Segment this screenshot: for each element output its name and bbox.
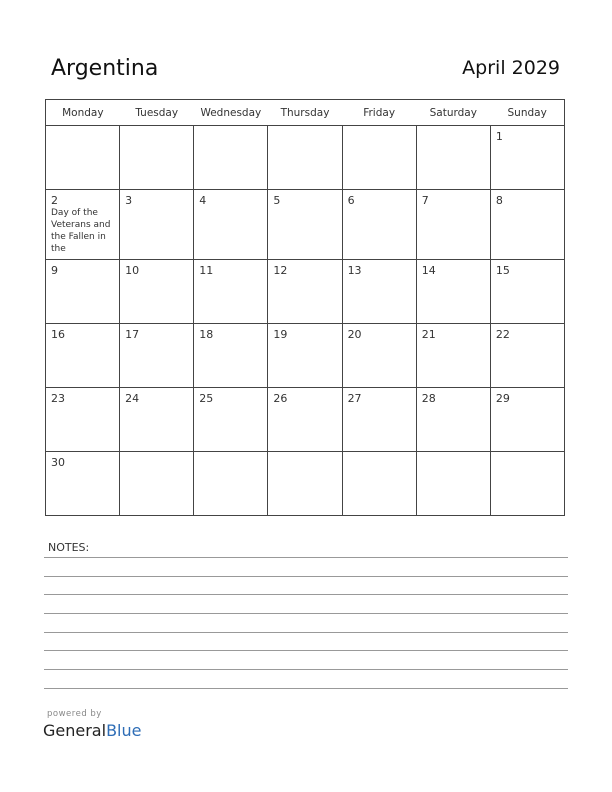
day-cell [268,190,342,260]
day-number: 22 [495,328,510,341]
day-number: 21 [421,328,436,341]
day-number: 25 [199,392,214,405]
weekday-friday: Friday [342,100,416,126]
day-cell [120,452,194,516]
weekday-tuesday: Tuesday [120,100,194,126]
day-number: 3 [125,194,133,207]
brand-blue: Blue [106,721,142,740]
day-cell [342,452,416,516]
note-line [44,650,568,651]
day-number: 20 [347,328,362,341]
day-number: 13 [347,264,362,277]
day-cell [194,260,268,324]
day-cell [194,452,268,516]
week-row [46,388,565,452]
day-cell [194,324,268,388]
day-cell [46,126,120,190]
day-number: 16 [51,328,65,341]
weekday-saturday: Saturday [416,100,490,126]
day-cell [342,388,416,452]
note-line [44,688,568,689]
weekday-monday: Monday [46,100,120,126]
holiday-label: Day of the Veterans and the Fallen in the [51,208,111,254]
day-cell [342,260,416,324]
day-cell [46,190,120,260]
day-number: 29 [495,392,510,405]
calendar-grid [45,99,565,516]
day-number: 23 [51,392,65,405]
day-cell [194,190,268,260]
day-cell [268,452,342,516]
day-cell [342,126,416,190]
day-cell [120,324,194,388]
day-cell [120,260,194,324]
day-number: 28 [421,392,436,405]
day-number: 5 [273,194,281,207]
day-cell [490,126,564,190]
day-cell [490,388,564,452]
day-number: 2 [51,194,58,207]
day-cell [194,126,268,190]
week-row [46,324,565,388]
day-cell [416,126,490,190]
weekday-header-row [46,100,565,126]
note-line [44,669,568,670]
weekday-sunday: Sunday [490,100,564,126]
day-cell [416,388,490,452]
day-cell [46,324,120,388]
day-number: 12 [273,264,288,277]
weekday-thursday: Thursday [268,100,342,126]
day-cell [342,324,416,388]
day-cell [46,452,120,516]
day-number: 7 [421,194,429,207]
day-number: 17 [125,328,140,341]
day-number: 14 [421,264,436,277]
day-cell [490,452,564,516]
day-cell [268,260,342,324]
day-cell [46,388,120,452]
powered-by-text: powered by [47,709,102,719]
day-cell [490,260,564,324]
brand-general: General [43,721,107,740]
month-year-title: April 2029 [462,57,560,79]
note-line [44,557,568,558]
day-cell [416,260,490,324]
day-cell [416,452,490,516]
day-cell [194,388,268,452]
day-number: 8 [495,194,503,207]
day-cell [268,324,342,388]
day-cell [268,126,342,190]
note-line [44,576,568,577]
day-number: 18 [199,328,214,341]
note-line [44,613,568,614]
day-number: 19 [273,328,288,341]
week-row [46,126,565,190]
day-number: 11 [199,264,214,277]
day-number: 27 [347,392,362,405]
day-cell [120,190,194,260]
notes-label: NOTES: [48,541,90,554]
day-number: 15 [495,264,510,277]
day-number: 26 [273,392,288,405]
day-number: 4 [199,194,207,207]
day-cell [268,388,342,452]
day-number: 30 [51,456,65,469]
day-cell [120,388,194,452]
country-title: Argentina [51,56,159,81]
day-cell [490,324,564,388]
generalblue-logo[interactable] [43,721,141,740]
day-number: 10 [125,264,140,277]
week-row [46,190,565,260]
day-cell [490,190,564,260]
week-row [46,260,565,324]
day-number: 24 [125,392,140,405]
day-number: 1 [495,130,503,143]
day-cell [416,324,490,388]
day-number: 6 [347,194,355,207]
day-cell [46,260,120,324]
day-cell [342,190,416,260]
note-line [44,594,568,595]
day-cell [416,190,490,260]
weekday-wednesday: Wednesday [194,100,268,126]
day-number: 9 [51,264,58,277]
week-row [46,452,565,516]
day-cell [120,126,194,190]
note-line [44,632,568,633]
calendar-body [46,126,565,516]
